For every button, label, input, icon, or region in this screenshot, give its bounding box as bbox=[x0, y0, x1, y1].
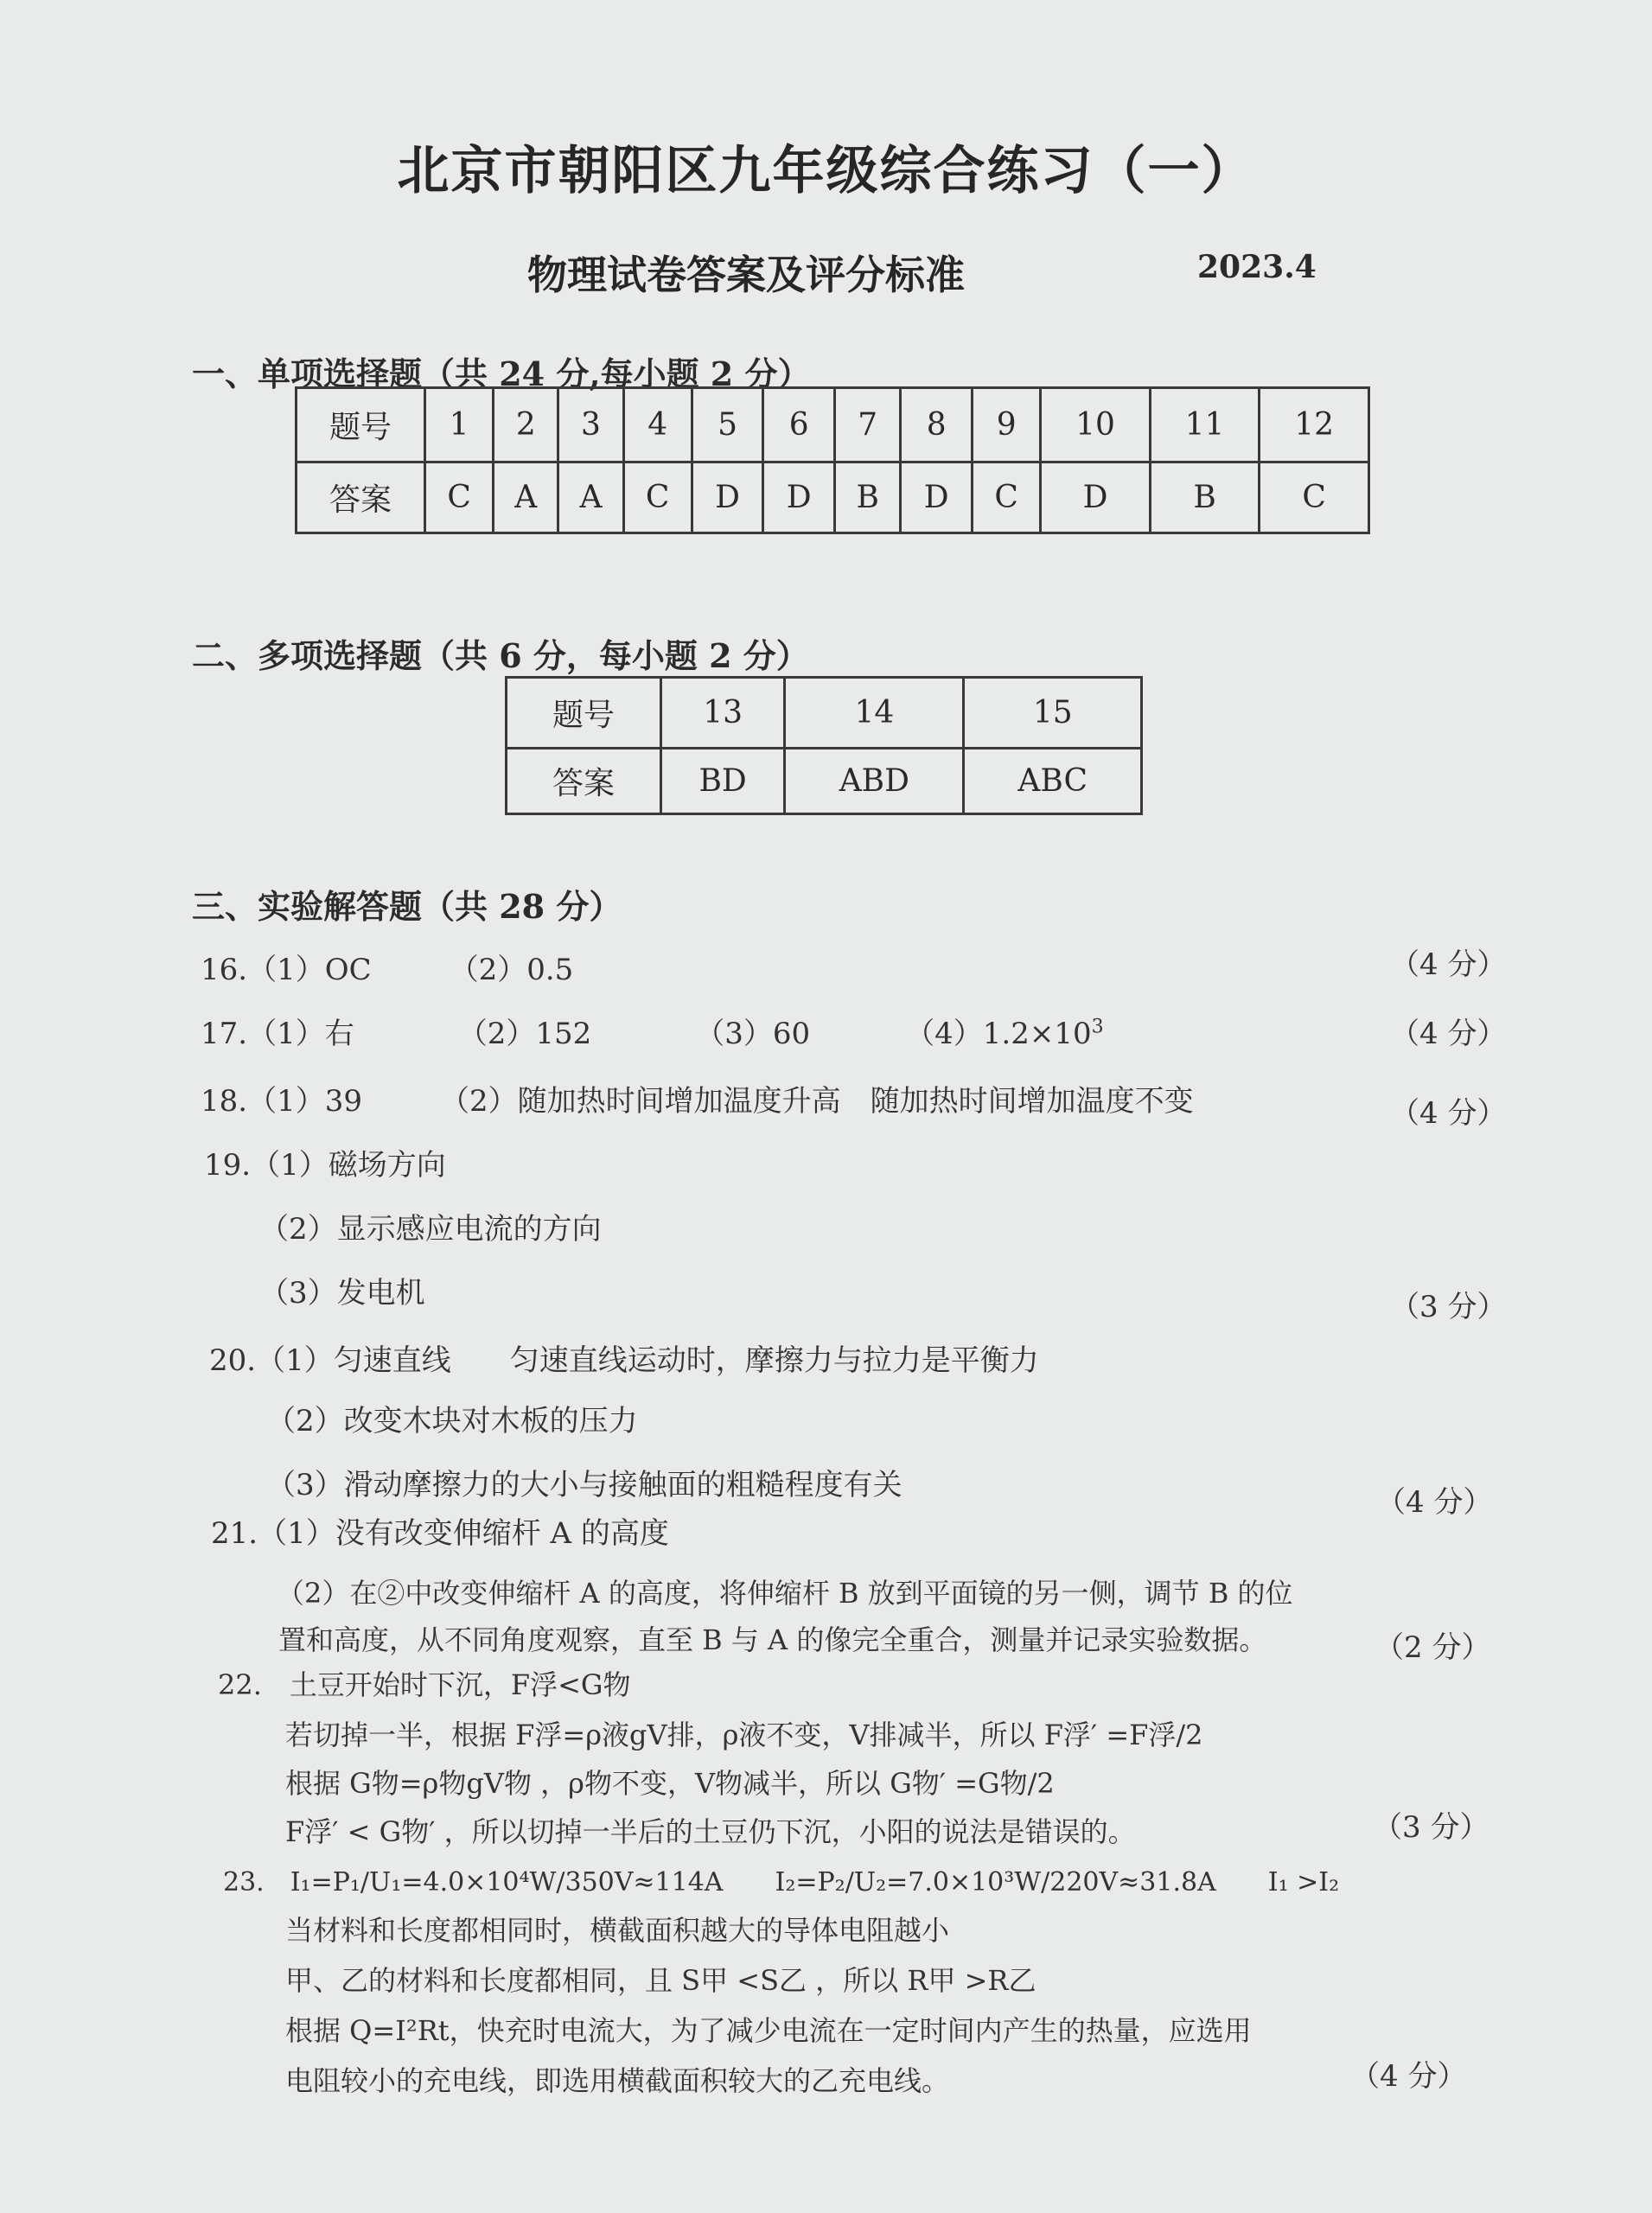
table-row bbox=[297, 462, 1369, 533]
q21-line3: 置和高度，从不同角度观察，直至 B 与 A 的像完全重合，测量并记录实验数据。 bbox=[278, 1623, 1267, 1656]
table-cell: 1 bbox=[425, 388, 494, 462]
q19-line3: （3）发电机 bbox=[259, 1276, 425, 1311]
q17-part4 bbox=[905, 1010, 1103, 1052]
table-cell: 8 bbox=[901, 388, 973, 462]
table-cell: B bbox=[835, 462, 901, 533]
q23-line5: 电阻较小的充电线，即选用横截面积较大的乙充电线。 bbox=[285, 2064, 950, 2097]
table-row bbox=[297, 388, 1369, 462]
q23-score: （4 分） bbox=[1350, 2059, 1467, 2094]
table-cell: C bbox=[1260, 462, 1369, 533]
table-cell: ABD bbox=[785, 749, 964, 814]
table-cell: 7 bbox=[835, 388, 901, 462]
table-cell: C bbox=[425, 462, 494, 533]
table-cell: 4 bbox=[623, 388, 692, 462]
q23-line2: 当材料和长度都相同时，横截面积越大的导体电阻越小 bbox=[285, 1914, 950, 1947]
table-cell: 12 bbox=[1260, 388, 1369, 462]
table-cell: ABC bbox=[964, 749, 1142, 814]
q20-line3: （3）滑动摩擦力的大小与接触面的粗糙程度有关 bbox=[266, 1468, 903, 1502]
table-cell: C bbox=[973, 462, 1041, 533]
section3-title: 三、实验解答题（共 28 分） bbox=[192, 887, 622, 926]
row-label-answer: 答案 bbox=[297, 462, 425, 533]
q16-part1: 16.（1）OC bbox=[201, 953, 372, 987]
table-cell: 2 bbox=[494, 388, 558, 462]
q20-line1: 20.（1）匀速直线 匀速直线运动时，摩擦力与拉力是平衡力 bbox=[209, 1343, 1039, 1378]
q23-line4: 根据 Q=I²Rt，快充时电流大，为了减少电流在一定时间内产生的热量，应选用 bbox=[285, 2014, 1252, 2047]
section1-title: 一、单项选择题（共 24 分,每小题 2 分） bbox=[192, 354, 811, 393]
table-cell: 6 bbox=[763, 388, 835, 462]
section2-title: 二、多项选择题（共 6 分，每小题 2 分） bbox=[192, 636, 809, 675]
table-cell: BD bbox=[661, 749, 785, 814]
single-choice-table bbox=[295, 386, 1370, 534]
q18-part1: 18.（1）39 bbox=[201, 1084, 362, 1119]
q22-line4: F浮′ < G物′ ，所以切掉一半后的土豆仍下沉，小阳的说法是错误的。 bbox=[285, 1815, 1136, 1848]
table-cell: 10 bbox=[1041, 388, 1151, 462]
q21-score: （2 分） bbox=[1375, 1630, 1491, 1665]
table-cell: 9 bbox=[973, 388, 1041, 462]
q17-answer bbox=[201, 1010, 1104, 1052]
q17-part4-exponent: 3 bbox=[1091, 1016, 1104, 1038]
table-cell: 15 bbox=[964, 678, 1142, 749]
q21-line2: （2）在②中改变伸缩杆 A 的高度，将伸缩杆 B 放到平面镜的另一侧，调节 B 的位 bbox=[277, 1577, 1293, 1610]
row-label-number: 题号 bbox=[507, 678, 661, 749]
q22-line2: 若切掉一半，根据 F浮=ρ液gV排，ρ液不变，V排减半，所以 F浮′ =F浮/2 bbox=[285, 1719, 1203, 1751]
q23-line3: 甲、乙的材料和长度都相同，且 S甲 <S乙 ，所以 R甲 >R乙 bbox=[285, 1964, 1036, 1997]
table-cell: D bbox=[763, 462, 835, 533]
table-cell: D bbox=[1041, 462, 1151, 533]
q18-answer bbox=[201, 1077, 1194, 1119]
table-cell: 13 bbox=[661, 678, 785, 749]
q17-part2: （2）152 bbox=[457, 1017, 592, 1051]
table-cell: A bbox=[558, 462, 623, 533]
q19-score: （3 分） bbox=[1390, 1290, 1507, 1324]
q22-score: （3 分） bbox=[1373, 1810, 1489, 1845]
table-cell: D bbox=[901, 462, 973, 533]
table-cell: D bbox=[692, 462, 763, 533]
table-cell: B bbox=[1150, 462, 1260, 533]
table-cell: A bbox=[494, 462, 558, 533]
table-row bbox=[507, 678, 1142, 749]
q17-score: （4 分） bbox=[1390, 1017, 1507, 1051]
q18-part2: （2）随加热时间增加温度升高 随加热时间增加温度不变 bbox=[439, 1084, 1194, 1119]
table-cell: 5 bbox=[692, 388, 763, 462]
q22-line3: 根据 G物=ρ物gV物 ，ρ物不变，V物减半，所以 G物′ =G物/2 bbox=[285, 1767, 1055, 1800]
q19-line2: （2）显示感应电流的方向 bbox=[259, 1212, 602, 1247]
q18-score: （4 分） bbox=[1390, 1096, 1507, 1131]
q22-line1: 22. 土豆开始时下沉，F浮<G物 bbox=[218, 1668, 631, 1701]
table-row bbox=[507, 749, 1142, 814]
q23-line1: 23. I₁=P₁/U₁=4.0×10⁴W/350V≈114A I₂=P₂/U₂=7.0×10³W/220V≈31.8A I₁ >I₂ bbox=[223, 1867, 1340, 1897]
q21-line1: 21.（1）没有改变伸缩杆 A 的高度 bbox=[211, 1516, 669, 1551]
table-cell: 11 bbox=[1150, 388, 1260, 462]
q19-line1: 19.（1）磁场方向 bbox=[204, 1148, 446, 1183]
page-subtitle: 物理试卷答案及评分标准 bbox=[527, 252, 965, 298]
q16-part2: （2）0.5 bbox=[449, 953, 574, 987]
table-cell: C bbox=[623, 462, 692, 533]
q20-line2: （2）改变木块对木板的压力 bbox=[266, 1404, 638, 1438]
q17-part3: （3）60 bbox=[695, 1017, 811, 1051]
q20-score: （4 分） bbox=[1376, 1485, 1493, 1520]
table-cell: 3 bbox=[558, 388, 623, 462]
q17-part4-base: （4）1.2×10 bbox=[905, 1017, 1092, 1051]
row-label-number: 题号 bbox=[297, 388, 425, 462]
q16-answer bbox=[201, 946, 573, 988]
q16-score: （4 分） bbox=[1390, 947, 1507, 982]
page-title: 北京市朝阳区九年级综合练习（一） bbox=[397, 141, 1255, 201]
q17-part1: 17.（1）右 bbox=[201, 1017, 354, 1051]
exam-date: 2023.4 bbox=[1197, 249, 1317, 285]
multiple-choice-table bbox=[505, 676, 1143, 815]
table-cell: 14 bbox=[785, 678, 964, 749]
row-label-answer: 答案 bbox=[507, 749, 661, 814]
